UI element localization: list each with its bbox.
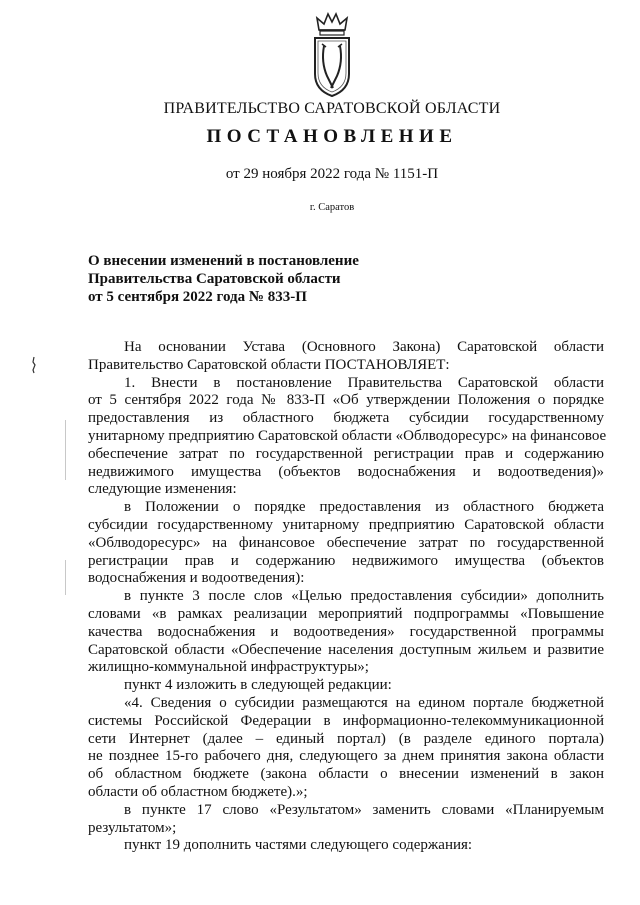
- document-title: [88, 252, 408, 306]
- text-line: «4. Сведения о субсидии размещаются на едином портале бюджетной: [124, 694, 604, 711]
- title-line: О внесении изменений в постановление: [88, 253, 359, 269]
- paragraph: [88, 339, 604, 375]
- paragraph: [88, 695, 604, 802]
- text-line: сети Интернет (далее – единый портал) (в разделе единого портала): [88, 730, 604, 747]
- text-line: системы Российской Федерации в информационно-телекоммуникационной: [88, 712, 604, 729]
- text-line: Правительство Саратовской области ПОСТАНОВЛЯЕТ:: [88, 356, 450, 373]
- text-line: в Положении о порядке предоставления из областного бюджета: [124, 499, 604, 516]
- paragraph: [88, 374, 607, 500]
- text-line: следующие изменения:: [88, 481, 237, 498]
- text-line: предоставления из областного бюджета субсидии государственному: [88, 410, 604, 427]
- organization-name: ПРАВИТЕЛЬСТВО САРАТОВСКОЙ ОБЛАСТИ: [163, 100, 501, 117]
- text-line: 1. Внести в постановление Правительства Саратовской области: [124, 374, 604, 391]
- text-line: качества водоснабжения и водоотведения» государственной программы: [88, 623, 604, 640]
- text-line: пункт 19 дополнить частями следующего содержания:: [124, 837, 473, 854]
- paragraph: [88, 499, 604, 588]
- text-line: в пункте 3 после слов «Целью предоставления субсидии» дополнить: [124, 588, 604, 605]
- document-date-number: от 29 ноября 2022 года № 1151-П: [225, 166, 439, 182]
- text-line: регистрации прав и содержанию недвижимого имущества (объектов: [88, 552, 604, 569]
- text-line: субсидии государственному унитарному предприятию Саратовской области: [88, 516, 604, 533]
- paragraph: [88, 837, 604, 855]
- scan-mark: [30, 356, 38, 374]
- text-line: Саратовской области «Обеспечение населения доступным жильем и развитие: [88, 641, 604, 658]
- text-line: от 5 сентября 2022 года № 833-П «Об утверждении Положения о порядке: [88, 392, 604, 409]
- paragraph: [88, 677, 604, 695]
- document-type: ПОСТАНОВЛЕНИЕ: [206, 126, 458, 147]
- document-body: [88, 339, 607, 855]
- text-line: об областном бюджете (закона области о внесении изменений в закон: [88, 766, 604, 783]
- scan-margin-line: [64, 420, 67, 595]
- saratov-coat-of-arms-icon: [311, 12, 353, 98]
- paragraph: [88, 588, 604, 677]
- text-line: обеспечение затрат по государственной регистрации прав и содержанию: [88, 445, 604, 462]
- text-line: не позднее 15-го рабочего дня, следующего за днем принятия закона области: [88, 748, 604, 765]
- paragraph: [88, 802, 604, 838]
- text-line: недвижимого имущества (объектов водоснабжения и водоотведения)»: [88, 463, 604, 480]
- text-line: «Облводоресурс» на финансовое обеспечение затрат по государственной: [88, 534, 604, 551]
- text-line: области об областном бюджете).»;: [88, 783, 308, 800]
- text-line: словами «в рамках реализации мероприятий подпрограммы «Повышение: [88, 605, 604, 622]
- text-line: жилищно-коммунальной инфраструктуры»;: [88, 659, 369, 676]
- title-line: Правительства Саратовской области: [88, 271, 341, 287]
- text-line: пункт 4 изложить в следующей редакции:: [124, 677, 392, 694]
- title-line: от 5 сентября 2022 года № 833-П: [88, 289, 307, 305]
- text-line: унитарному предприятию Саратовской области «Облводоресурс» на финансовое: [88, 427, 607, 444]
- text-line: На основании Устава (Основного Закона) Саратовской области: [124, 339, 604, 355]
- text-line: результатом»;: [88, 819, 177, 836]
- document-city: г. Саратов: [309, 202, 355, 213]
- text-line: водоснабжения и водоотведения):: [88, 570, 305, 587]
- text-line: в пункте 17 слово «Результатом» заменить словами «Планируемым: [124, 801, 604, 818]
